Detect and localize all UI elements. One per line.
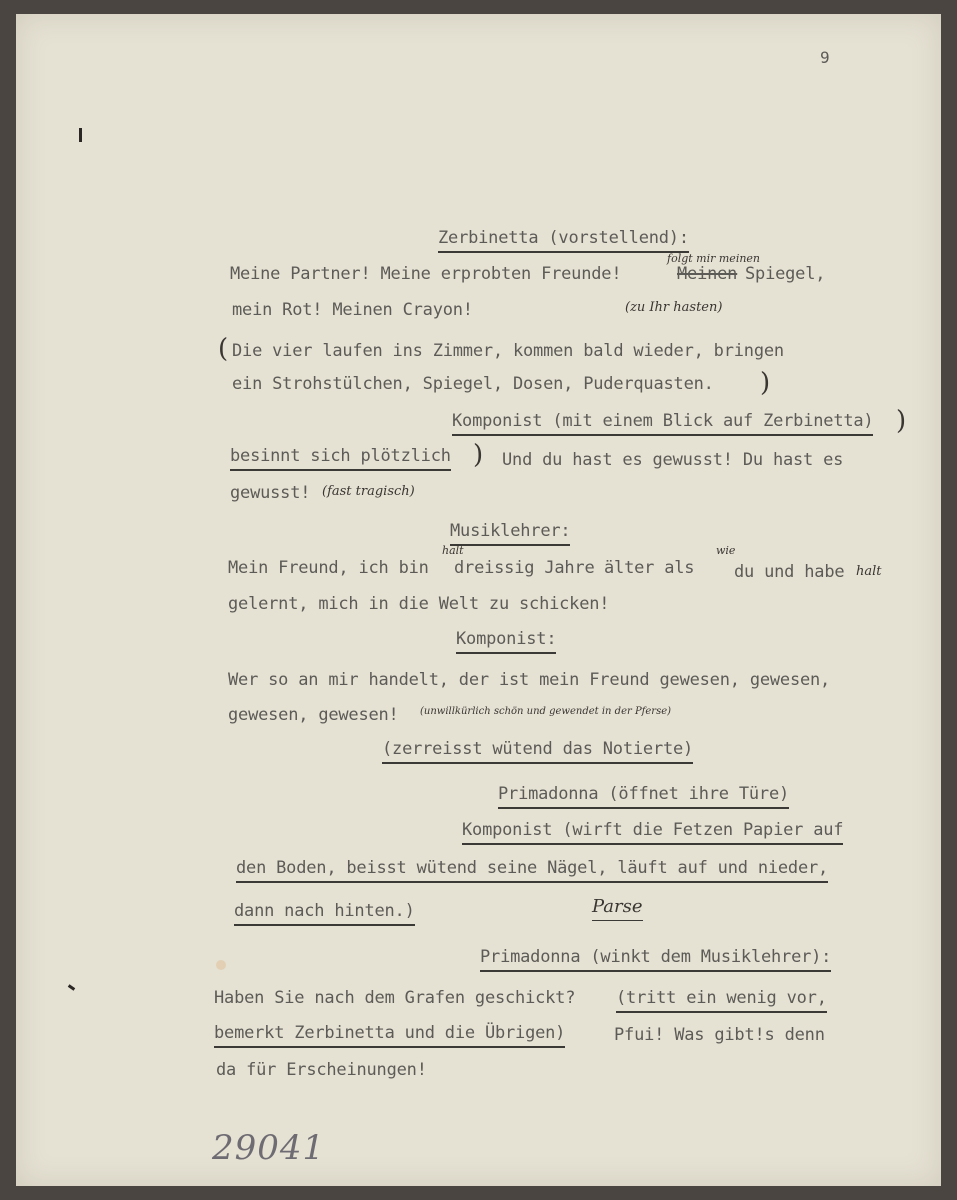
text-line: Mein Freund, ich bin bbox=[228, 558, 429, 578]
struck-word: Meinen bbox=[677, 264, 738, 284]
text-line: Wer so an mir handelt, der ist mein Freund gewesen, gewesen, bbox=[228, 670, 831, 690]
handwritten-note: (unwillkürlich schön und gewendet in der Pferse) bbox=[420, 706, 672, 717]
handwritten-note: halt bbox=[442, 544, 464, 557]
text-line: Haben Sie nach dem Grafen geschickt? bbox=[214, 988, 576, 1008]
handwritten-note: wie bbox=[716, 544, 736, 557]
text-line: gewusst! bbox=[230, 483, 311, 503]
stage-direction: dann nach hinten.) bbox=[234, 901, 415, 926]
bracket-mark: ( bbox=[218, 334, 229, 364]
text-line: mein Rot! Meinen Crayon! bbox=[232, 300, 473, 320]
text-line: älter als bbox=[604, 558, 695, 578]
handwritten-note: Parse bbox=[592, 896, 643, 921]
speaker-heading: Musiklehrer: bbox=[450, 521, 570, 546]
speaker-heading: Zerbinetta (vorstellend): bbox=[438, 228, 689, 253]
text-line: du und habe bbox=[734, 562, 845, 582]
stage-direction: besinnt sich plötzlich bbox=[230, 446, 451, 471]
stage-direction: (zerreisst wütend das Notierte) bbox=[382, 739, 693, 764]
page-number: 9 bbox=[820, 48, 830, 67]
stage-direction: bemerkt Zerbinetta und die Übrigen) bbox=[214, 1023, 565, 1048]
handwritten-note: (zu Ihr hasten) bbox=[625, 300, 723, 315]
bracket-mark: ) bbox=[760, 368, 771, 398]
stage-direction: den Boden, beisst wütend seine Nägel, läuft auf und nieder, bbox=[236, 858, 828, 883]
margin-mark bbox=[79, 128, 82, 142]
stage-direction: (tritt ein wenig vor, bbox=[616, 988, 827, 1013]
text-line: da für Erscheinungen! bbox=[216, 1060, 427, 1080]
speaker-heading: Komponist (mit einem Blick auf Zerbinetta) bbox=[452, 411, 873, 436]
speaker-heading: Primadonna (öffnet ihre Türe) bbox=[498, 784, 789, 809]
handwritten-note: folgt mir meinen bbox=[667, 252, 761, 265]
text-line: gelernt, mich in die Welt zu schicken! bbox=[228, 594, 610, 614]
stain-mark bbox=[216, 960, 226, 970]
bracket-mark: ) bbox=[473, 440, 484, 470]
text-line: Spiegel, bbox=[745, 264, 826, 284]
text-line: Meine Partner! Meine erprobten Freunde! bbox=[230, 264, 622, 284]
speaker-heading: Primadonna (winkt dem Musiklehrer): bbox=[480, 947, 831, 972]
text-line: Pfui! Was gibt!s denn bbox=[614, 1025, 825, 1045]
text-line: dreissig Jahre bbox=[454, 558, 595, 578]
speaker-heading: Komponist (wirft die Fetzen Papier auf bbox=[462, 820, 843, 845]
bracket-mark: ) bbox=[896, 406, 907, 436]
text-line: gewesen, gewesen! bbox=[228, 705, 399, 725]
speaker-heading: Komponist: bbox=[456, 629, 556, 654]
archive-number: 29041 bbox=[212, 1128, 326, 1168]
stage-direction: Die vier laufen ins Zimmer, kommen bald wieder, bringen bbox=[232, 341, 784, 361]
text-line: Und du hast es gewusst! Du hast es bbox=[502, 450, 844, 470]
stage-direction: ein Strohstülchen, Spiegel, Dosen, Puderquasten. bbox=[232, 374, 714, 394]
handwritten-note: halt bbox=[856, 564, 882, 579]
handwritten-note: (fast tragisch) bbox=[322, 484, 415, 499]
